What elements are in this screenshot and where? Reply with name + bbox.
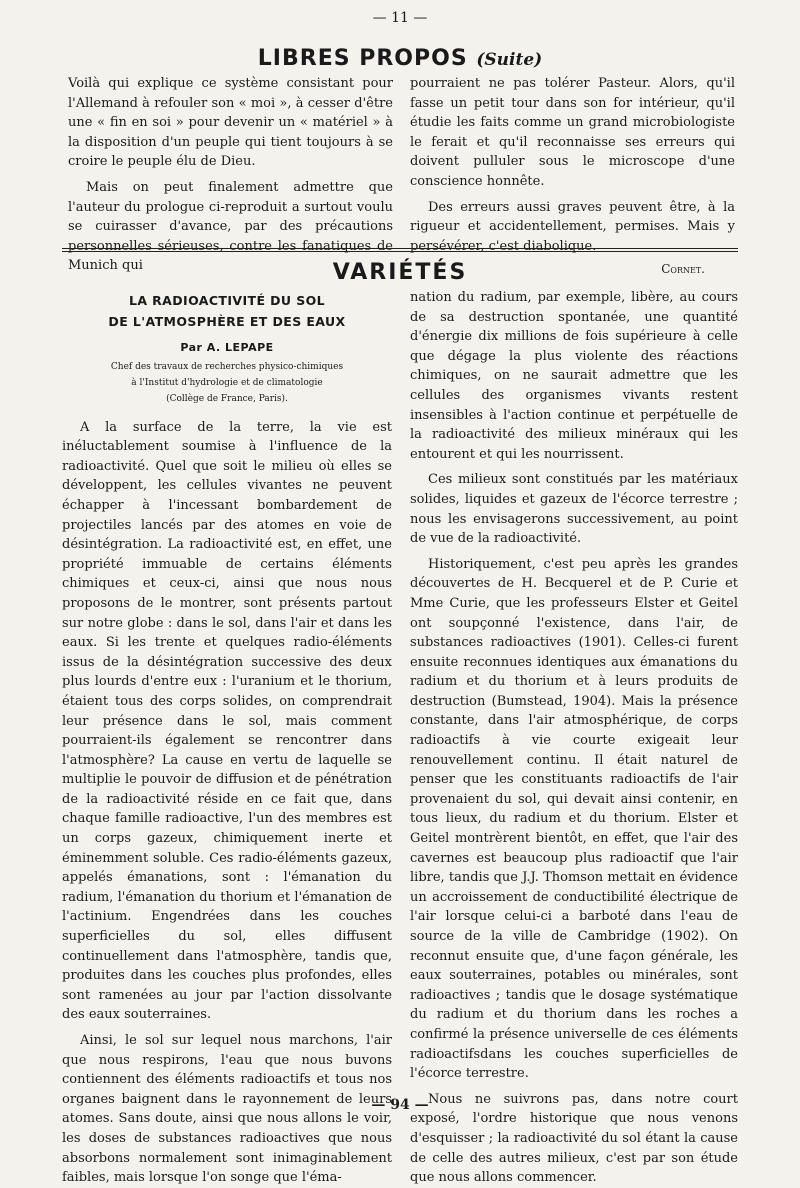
paragraph: nation du radium, par exemple, libère, au cours de sa destruction spontanée, une quantité d'énergie dix millions de fois supérieure à celle que dégage la plus violente des réactions chimiques, on ne saurait admettre que les cellules des organismes vivants restent insensibles à l'action continue et perpétuelle de la radioactivité des milieux minéraux qui les entourent et qui les nourrissent. — [410, 290, 738, 462]
section-title-varietes: VARIÉTÉS — [332, 260, 468, 285]
article-header — [62, 290, 392, 406]
author-affiliation: Chef des travaux de recherches physico-chimiques — [110, 361, 344, 372]
libres-propos-right-column — [410, 74, 735, 280]
paragraph: Nous ne suivrons pas, dans notre court exposé, l'ordre historique que nous venons d'esquisser ; la radioactivité du sol étant la cause de celle des autres milieux, c'est par son étude que nous allons commencer. — [410, 1091, 738, 1186]
varietes-right-column — [410, 288, 738, 1188]
paragraph: Voilà qui explique ce système consistant pour l'Allemand à refouler son « moi », à cesser d'être une « fin en soi » pour devenir un « matériel » à la disposition d'un peuple qui tient toujours à se croire le peuple élu de Dieu. — [68, 76, 393, 170]
libres-propos-left-column — [68, 74, 393, 276]
page-number-bottom: — 94 — — [371, 1097, 429, 1113]
paragraph: Mais on peut finalement admettre que l'auteur du prologue ci-reproduit a surtout voulu se cuirasser d'avance, par des précautions personnelles sérieuses, contre les fanatiques de Munich qui — [68, 179, 393, 274]
varietes-left-column — [62, 290, 392, 1188]
article-author: Par A. LEPAPE — [180, 341, 274, 354]
article-title-line: DE L'ATMOSPHÈRE ET DES EAUX — [108, 314, 346, 329]
paragraph: Ainsi, le sol sur lequel nous marchons, l'air que nous respirons, l'eau que nous buvons contiennent des éléments radioactifs et tous nos organes baignent dans le rayonnement de leurs atomes. Sans doute, ainsi que nous allons le voir, les doses de substances radioactives que nous absorbons normalement sont inimaginablement faibles, mais lorsque l'on songe que l'éma- — [62, 1033, 392, 1186]
article-title-line: LA RADIOACTIVITÉ DU SOL — [128, 293, 326, 308]
section-divider — [62, 248, 738, 249]
suite-label: (Suite) — [476, 50, 543, 70]
paragraph: A la surface de la terre, la vie est inéluctablement soumise à l'influence de la radioactivité. Quel que soit le milieu où elles se développent, les cellules vivantes ne peuvent échapper à l'incessant bombardement de projectiles lancés par des atomes en voie de désintégration. La radioactivité est, en effet, une propriété immuable de certains éléments chimiques et ceux-ci, ainsi que nous nous proposons de le montrer, sont présents partout sur notre globe : dans le sol, dans l'air et dans les eaux. Si les trente et quelques radio-éléments issus de la désintégration successive des deux plus lourds d'entre eux : l'uranium et le thorium, étaient tous des corps solides, on comprendrait leur présence dans le sol, mais comment pourraient-ils également se rencontrer dans l'atmosphère? La cause en vertu de laquelle se multiplie le pouvoir de diffusion et de pénétration de la radioactivité réside en ce fait que, dans chaque famille radioactive, l'un des membres est un corps gazeux, chimiquement inerte et éminemment soluble. Ces radio-éléments gazeux, appelés émanations, sont : l'émanation du radium, l'émanation du thorium et l'émanation de l'actinium. Engendrées dans les couches superficielles du sol, elles diffusent continuellement dans l'atmosphère, tandis que, produites dans les couches plus profondes, elles sont ramenées au jour par l'action dissolvante des eaux souterraines. — [62, 419, 392, 1023]
section-title-libres-propos — [0, 46, 800, 71]
paragraph: pourraient ne pas tolérer Pasteur. Alors, qu'il fasse un petit tour dans son for intérieur, qu'il étudie les faits comme un grand microbiologiste le ferait et qu'il reconnaisse ses erreurs qui doivent pulluler sous le microscope d'une conscience honnête. — [410, 76, 735, 189]
paragraph: Historiquement, c'est peu après les grandes découvertes de H. Becquerel et de P. Curie et Mme Curie, que les professeurs Elster et Geitel ont soupçonné l'existence, dans l'air, de substances radioactives (1901). Celles-ci furent ensuite reconnues identiques aux émanations du radium et du thorium et à leurs produits de destruction (Bumstead, 1904). Mais la présence constante, dans l'air atmosphérique, de corps radioactifs à vie courte exigeait leur renouvellement continu. Il était naturel de penser que les constituants radioactifs de l'air provenaient du sol, qui devait ainsi contenir, en tous lieux, du radium et du thorium. Elster et Geitel montrèrent bientôt, en effet, que l'air des cavernes est beaucoup plus radioactif que l'air libre, tandis que J.J. Thomson mettait en évidence un accroissement de conductibilité électrique de l'air lorsque celui-ci a barboté dans l'eau de source de la ville de Cambridge (1902). On reconnut ensuite que, d'une façon générale, les eaux souterraines, potables ou minérales, sont radioactives ; tandis que le dosage systématique du radium et du thorium dans les roches a confirmé la présence universelle de ces éléments radioactifsdans les couches superficielles de l'écorce terrestre. — [410, 556, 738, 1082]
paragraph: Ces milieux sont constitués par les matériaux solides, liquides et gazeux de l'écorce terrestre ; nous les envisagerons successivement, au point de vue de la radioactivité. — [410, 472, 738, 547]
section-divider — [62, 251, 738, 252]
signature: Cornet. — [661, 262, 705, 277]
author-affiliation: à l'Institut d'hydrologie et de climatologie — [131, 377, 323, 388]
libres-propos-title: LIBRES PROPOS — [257, 46, 468, 71]
author-affiliation: (Collège de France, Paris). — [166, 393, 288, 404]
paragraph: Des erreurs aussi graves peuvent être, à la rigueur et accidentellement, permises. Mais y persévérer, c'est diabolique. — [410, 199, 735, 254]
page-number-top: — 11 — — [372, 10, 428, 26]
